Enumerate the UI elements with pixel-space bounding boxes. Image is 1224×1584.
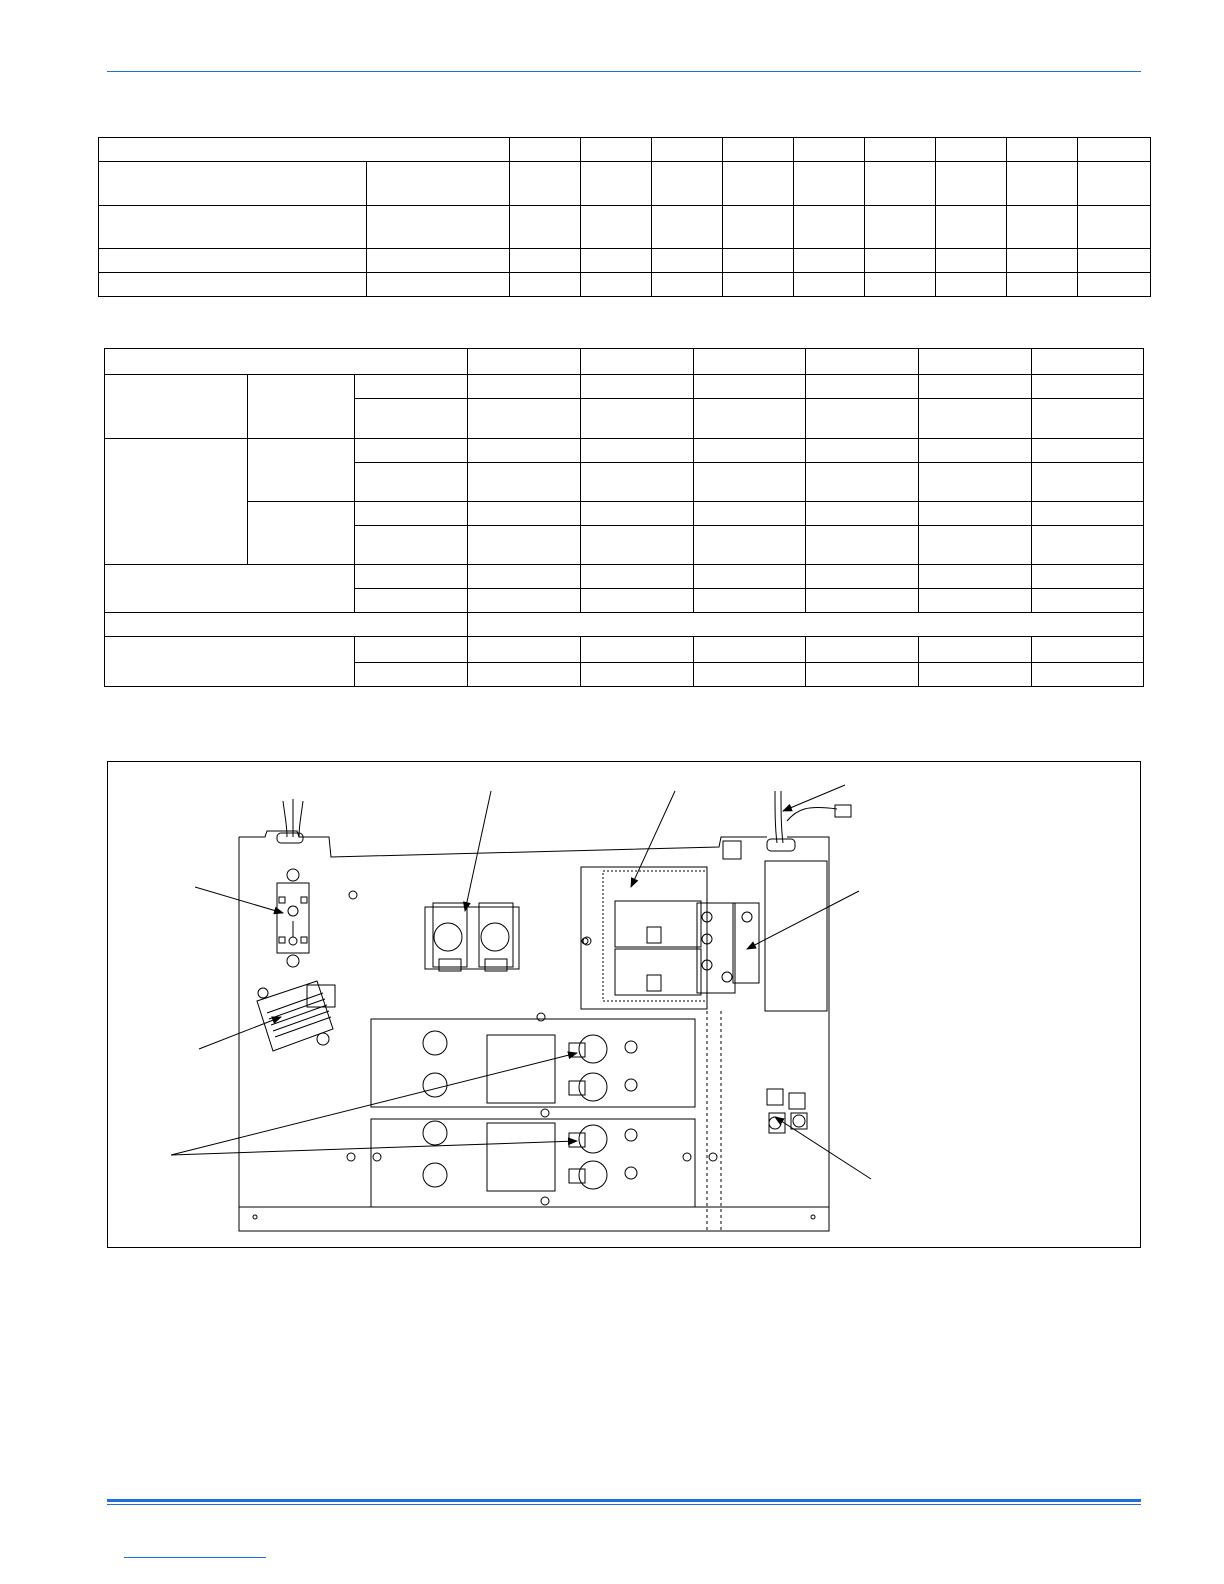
table-cell	[794, 162, 865, 206]
screw	[683, 1153, 691, 1161]
table-cell	[723, 162, 794, 206]
table-cell	[652, 249, 723, 273]
table-cell	[919, 439, 1032, 463]
callout-top-right	[783, 785, 845, 811]
table-cell	[367, 206, 510, 249]
footer-rule-thick	[107, 1499, 1141, 1502]
table-cell	[936, 162, 1007, 206]
table-cell	[468, 637, 581, 663]
footer-link-underline	[124, 1557, 266, 1558]
table-cell	[1032, 526, 1144, 565]
table-cell	[355, 589, 468, 613]
heater-panel-diagram	[107, 761, 1141, 1248]
table-cell	[919, 399, 1032, 439]
table-cell	[355, 502, 468, 526]
table-cell	[510, 138, 581, 162]
mount-hole	[253, 1215, 257, 1219]
table-cell	[652, 138, 723, 162]
table-row	[99, 249, 1151, 273]
table-cell	[1032, 663, 1144, 687]
table-cell	[806, 565, 919, 589]
table-cell	[1032, 375, 1144, 399]
table-cell	[248, 439, 355, 502]
table-cell	[581, 162, 652, 206]
table-cell	[865, 162, 936, 206]
table-cell	[652, 273, 723, 297]
table-row	[99, 206, 1151, 249]
callout-right-upper	[747, 891, 859, 949]
table-row	[105, 349, 1144, 375]
table-cell	[919, 589, 1032, 613]
header-rule	[107, 71, 1141, 72]
table-cell	[468, 439, 581, 463]
callout-top-center-right	[631, 791, 675, 887]
table-cell	[105, 637, 355, 687]
table-cell	[581, 273, 652, 297]
table-cell	[99, 273, 367, 297]
table-cell	[794, 273, 865, 297]
table-cell	[581, 463, 694, 502]
table-cell	[355, 375, 468, 399]
table-cell	[694, 589, 806, 613]
table-cell	[581, 206, 652, 249]
table-cell	[355, 526, 468, 565]
table-row	[105, 502, 1144, 526]
table-cell	[355, 439, 468, 463]
table-cell	[367, 162, 510, 206]
table-cell	[1032, 589, 1144, 613]
mount-hole	[811, 1215, 815, 1219]
wire-bundle-left	[277, 799, 303, 843]
table-cell	[919, 375, 1032, 399]
terminal-cover	[765, 861, 827, 1011]
table-cell	[936, 273, 1007, 297]
table-cell	[919, 637, 1032, 663]
table-cell	[355, 399, 468, 439]
table-cell	[694, 526, 806, 565]
table-row	[105, 375, 1144, 399]
table-cell	[581, 589, 694, 613]
table-cell	[1078, 273, 1151, 297]
table-cell	[865, 249, 936, 273]
table-cell	[806, 463, 919, 502]
table-cell	[652, 206, 723, 249]
table-cell	[468, 349, 581, 375]
table-cell	[1032, 637, 1144, 663]
table-cell	[806, 375, 919, 399]
table-cell	[865, 273, 936, 297]
table-cell	[468, 589, 581, 613]
table-cell	[367, 249, 510, 273]
table-cell	[105, 439, 248, 565]
table-cell	[581, 249, 652, 273]
screw	[373, 1153, 381, 1161]
table-cell	[794, 206, 865, 249]
screw	[541, 1197, 549, 1205]
table-cell	[723, 206, 794, 249]
table-cell	[865, 138, 936, 162]
table-cell	[510, 206, 581, 249]
table-cell	[694, 663, 806, 687]
table-cell	[510, 273, 581, 297]
circuit-breaker	[581, 867, 759, 1009]
table-row	[105, 565, 1144, 589]
table-cell	[355, 463, 468, 502]
table-cell	[99, 206, 367, 249]
table-cell	[1007, 273, 1078, 297]
table-cell	[99, 138, 510, 162]
table-cell	[936, 138, 1007, 162]
table-cell	[723, 138, 794, 162]
table-row	[105, 613, 1144, 637]
table-row	[99, 162, 1151, 206]
data-table-lower	[104, 348, 1144, 687]
table-cell	[794, 249, 865, 273]
table-cell	[355, 663, 468, 687]
table-cell	[806, 663, 919, 687]
table-cell	[581, 526, 694, 565]
table-cell	[468, 375, 581, 399]
heater-element-lower	[371, 1119, 695, 1207]
table-cell	[1032, 502, 1144, 526]
table-cell	[806, 439, 919, 463]
table-cell	[1032, 399, 1144, 439]
table-cell	[694, 463, 806, 502]
table-cell	[99, 249, 367, 273]
table-cell	[468, 463, 581, 502]
table-cell	[468, 399, 581, 439]
screw	[709, 1153, 717, 1161]
ground-lugs	[767, 1089, 807, 1133]
table-cell	[581, 399, 694, 439]
table-cell	[468, 613, 1144, 637]
screw	[541, 1109, 549, 1117]
table-cell	[806, 349, 919, 375]
callout-top-center-left	[465, 791, 491, 911]
table-row	[99, 138, 1151, 162]
table-cell	[468, 663, 581, 687]
table-cell	[581, 502, 694, 526]
table-cell	[694, 349, 806, 375]
table-row	[99, 273, 1151, 297]
footer-rule-thin	[107, 1504, 1141, 1505]
table-cell	[1078, 162, 1151, 206]
table-cell	[1032, 439, 1144, 463]
table-cell	[794, 138, 865, 162]
table-cell	[468, 502, 581, 526]
limit-switch-pair	[425, 903, 519, 971]
table-cell	[1007, 249, 1078, 273]
table-cell	[936, 206, 1007, 249]
table-cell	[694, 399, 806, 439]
panel-outline	[239, 837, 829, 1231]
table-cell	[355, 637, 468, 663]
table-cell	[581, 349, 694, 375]
table-cell	[806, 526, 919, 565]
table-cell	[936, 249, 1007, 273]
table-cell	[1007, 162, 1078, 206]
table-cell	[510, 162, 581, 206]
table-cell	[806, 589, 919, 613]
table-cell	[919, 565, 1032, 589]
table-cell	[694, 439, 806, 463]
screw	[347, 1153, 355, 1161]
table-cell	[652, 162, 723, 206]
transformer	[257, 981, 335, 1051]
relay	[277, 869, 309, 967]
power-wire-bushing	[723, 791, 851, 859]
table-row	[105, 637, 1144, 663]
table-cell	[806, 502, 919, 526]
table-cell	[248, 375, 355, 439]
table-cell	[919, 663, 1032, 687]
table-cell	[510, 249, 581, 273]
table-cell	[806, 399, 919, 439]
table-cell	[1032, 565, 1144, 589]
table-cell	[581, 663, 694, 687]
table-cell	[723, 273, 794, 297]
heater-element-upper	[371, 1019, 695, 1107]
callout-left-lower-2	[171, 1141, 577, 1155]
table-cell	[468, 526, 581, 565]
table-cell	[723, 249, 794, 273]
table-cell	[865, 206, 936, 249]
callout-left-lower	[171, 1053, 577, 1155]
table-cell	[694, 375, 806, 399]
table-cell	[1078, 206, 1151, 249]
callout-left-middle	[199, 1017, 281, 1049]
table-cell	[248, 502, 355, 565]
table-cell	[367, 273, 510, 297]
table-cell	[581, 439, 694, 463]
screw	[349, 891, 357, 899]
table-cell	[1007, 206, 1078, 249]
table-cell	[806, 637, 919, 663]
panel-top-flange	[239, 831, 767, 857]
table-cell	[99, 162, 367, 206]
table-cell	[581, 637, 694, 663]
table-cell	[694, 502, 806, 526]
table-cell	[694, 637, 806, 663]
table-cell	[468, 565, 581, 589]
table-cell	[355, 565, 468, 589]
table-cell	[1032, 463, 1144, 502]
table-cell	[1078, 249, 1151, 273]
table-cell	[105, 375, 248, 439]
table-cell	[105, 613, 468, 637]
table-row	[105, 439, 1144, 463]
screw	[537, 1013, 545, 1021]
table-cell	[1032, 349, 1144, 375]
table-cell	[1078, 138, 1151, 162]
table-cell	[919, 463, 1032, 502]
data-table-upper	[98, 137, 1151, 297]
table-cell	[581, 565, 694, 589]
table-cell	[105, 349, 468, 375]
table-cell	[105, 565, 355, 613]
table-cell	[919, 526, 1032, 565]
table-cell	[919, 349, 1032, 375]
table-cell	[1007, 138, 1078, 162]
table-cell	[581, 375, 694, 399]
table-cell	[581, 138, 652, 162]
table-cell	[694, 565, 806, 589]
callout-right-lower	[775, 1117, 871, 1179]
table-cell	[919, 502, 1032, 526]
